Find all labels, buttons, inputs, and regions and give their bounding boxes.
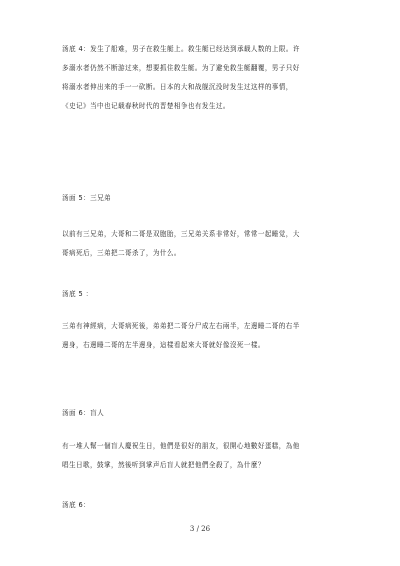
text-line: 唱生日歌，鼓掌，然後听到掌声后盲人就把他們全殺了，為什麼？ [62,461,265,469]
paragraph-soup-top-5 [62,225,362,263]
text-line: 汤底 5 ： [62,290,93,298]
text-line: 汤底 4：发生了船难，男子在救生艇上。救生艇已经达到承载人数的上限。许 [62,45,300,53]
heading-soup-bottom-6 [62,496,362,515]
text-line: 以前有三兄弟，大哥和二哥是双胞胎，三兄弟关系非常好，常常一起睡觉，大 [62,230,300,238]
heading-soup-bottom-5 [62,285,362,304]
text-line: 多溺水者仍然不断游过来，想要抓住救生艇。为了避免救生艇翻覆，男子只好 [62,64,300,72]
text-line: 哥病死后，三弟把二哥杀了，为什么。 [62,249,181,257]
paragraph-soup-bottom-4 [62,40,362,116]
text-line: 三弟有神經病，大哥病死後，弟弟把二哥分尸成左右兩半，左邊睡二哥的右半 [62,322,300,330]
paragraph-soup-bottom-5 [62,317,362,355]
text-line: 汤面 5：三兄弟 [62,194,112,202]
text-line: 汤面 6：盲人 [62,409,105,417]
heading-soup-top-5 [62,189,362,208]
paragraph-soup-top-6 [62,437,362,475]
page-number: 3 / 26 [189,525,211,533]
text-line: 将溺水者伸出来的手一一砍断。日本的大和战舰沉没时发生过这样的事情， [62,83,293,91]
text-line: 邊身，右邊睡二哥的左半邊身，這樣看起來大哥就好像沒死一樣。 [62,341,265,349]
text-line: 有一堆人幫一個盲人慶祝生日，他們是很好的朋友，很開心地數好蛋糕，為他 [62,442,300,450]
heading-soup-top-6 [62,404,362,423]
text-line: 《史记》当中也记载春秋时代的晋楚相争也有发生过。 [62,102,230,110]
text-line: 汤底 6： [62,501,91,509]
